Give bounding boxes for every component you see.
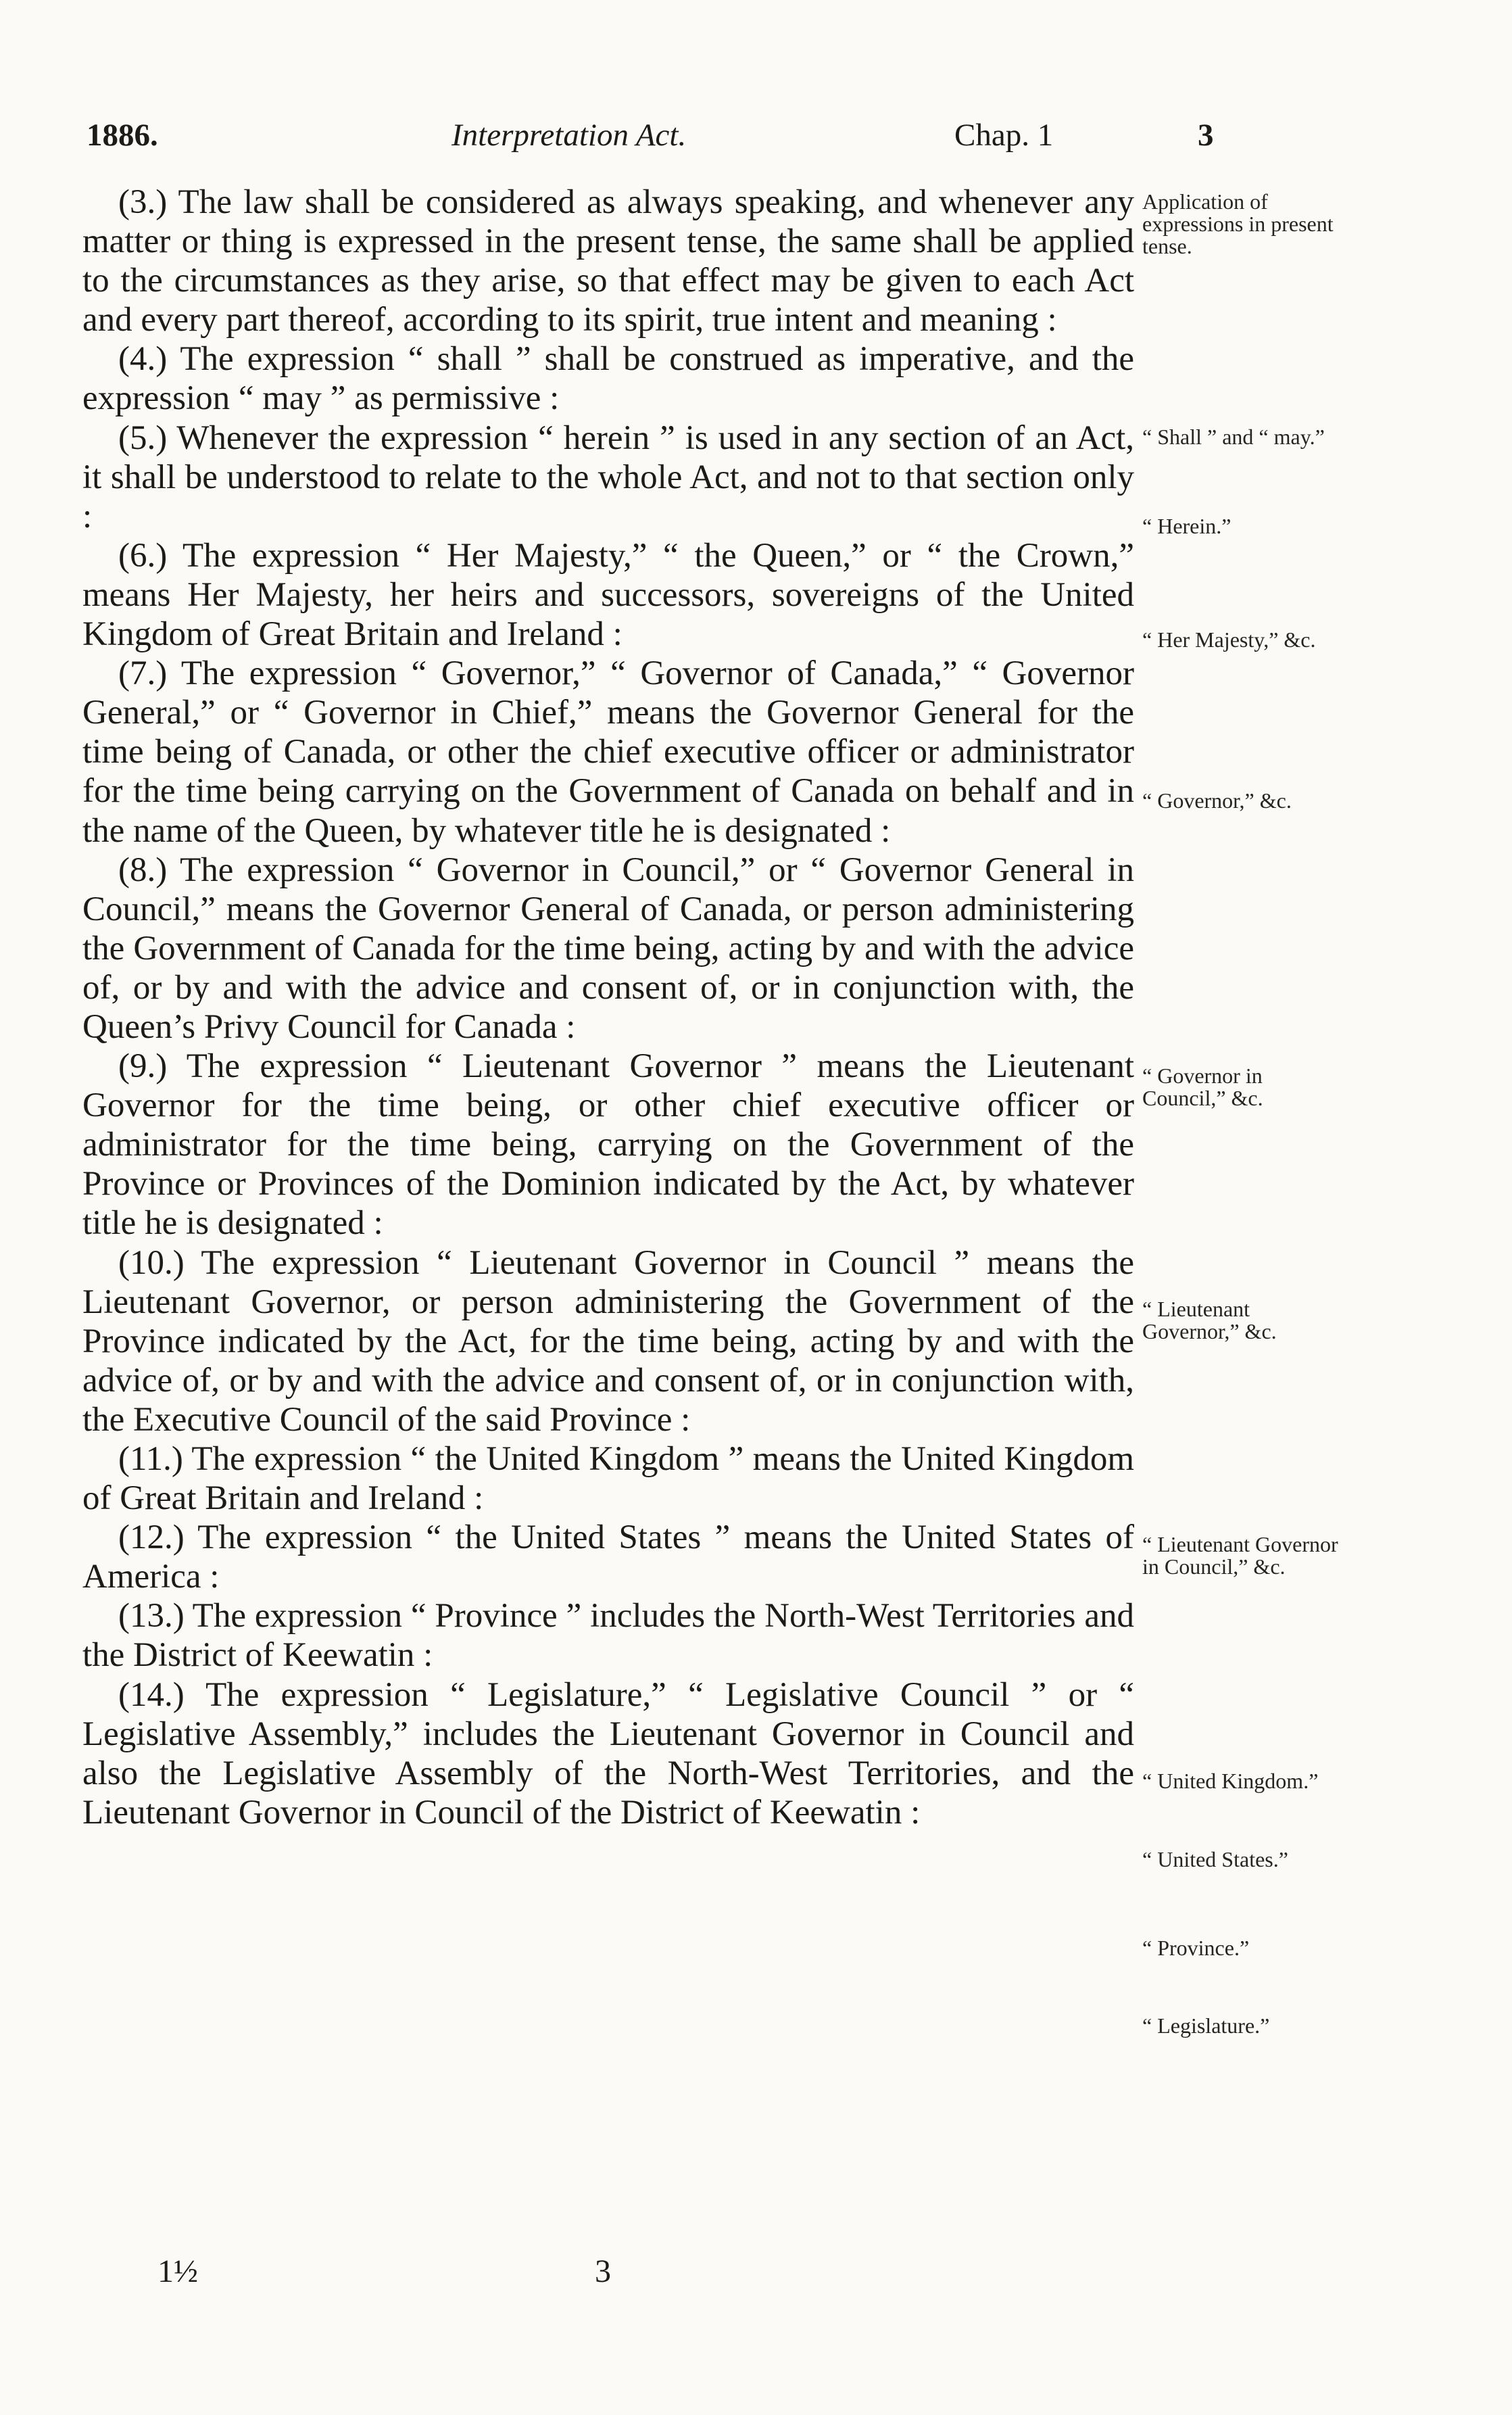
section-paragraph-9: (9.) The expression “ Lieutenant Governor ” means the Lieutenant Governor for the time being, or other chief executive officer or administrator for the time being, carrying on the Government of the Province or Provinces of the Dominion indicated by the Act, by whatever title he is designated : (82, 1047, 1134, 1243)
page-footer (0, 2251, 1512, 2299)
main-text (82, 183, 1134, 1832)
margin-note-lieutenant-governor-in-council: “ Lieutenant Governor in Council,” &c. (1142, 1532, 1338, 1579)
header-year: 1886. (87, 118, 158, 153)
section-paragraph-3: (3.) The law shall be considered as always speaking, and whenever any matter or thing is expressed in the present tense, the same shall be applied to the circumstances as they arise, so that effect may be given to each Act and every part thereof, according to its spirit, true intent and meaning : (82, 183, 1134, 339)
section-paragraph-11: (11.) The expression “ the United Kingdom ” means the United Kingdom of Great Britain and Ireland : (82, 1440, 1134, 1518)
margin-note-governor-in-council: “ Governor in Council,” &c. (1142, 1063, 1263, 1110)
margin-note-legislature: “ Legislature.” (1142, 2013, 1270, 2038)
section-paragraph-13: (13.) The expression “ Province ” includes the North-West Territories and the District of Keewatin : (82, 1597, 1134, 1675)
margin-note-herein: “ Herein.” (1142, 514, 1231, 538)
margin-note-her-majesty: “ Her Majesty,” &c. (1142, 627, 1316, 652)
signature-mark: 1½ (157, 2253, 198, 2289)
header-chapter: Chap. 1 (954, 118, 1054, 153)
section-paragraph-10: (10.) The expression “ Lieutenant Governor in Council ” means the Lieutenant Governor, or person administering the Government of the Province indicated by the Act, for the time being, acting by and with the advice of, or by and with the advice and consent of, or in conjunction with, the Executive Council of the said Province : (82, 1243, 1134, 1439)
margin-note-province: “ Province.” (1142, 1936, 1250, 1960)
section-paragraph-14: (14.) The expression “ Legislature,” “ Legislative Council ” or “ Legislative Assembly,” includes the Lieutenant Governor in Council and also the Legislative Assembly of the North-West Territories, and the Lieutenant Governor in Council of the District of Keewatin : (82, 1675, 1134, 1832)
section-paragraph-4: (4.) The expression “ shall ” shall be construed as imperative, and the expression “ may ” as permissive : (82, 340, 1134, 418)
section-paragraph-6: (6.) The expression “ Her Majesty,” “ the Queen,” or “ the Crown,” means Her Majesty, her heirs and successors, sovereigns of the United Kingdom of Great Britain and Ireland : (82, 536, 1134, 654)
running-header (0, 115, 1512, 169)
header-title: Interpretation Act. (452, 118, 687, 153)
section-paragraph-12: (12.) The expression “ the United States ” means the United States of America : (82, 1519, 1134, 1596)
footer-number: 3 (595, 2253, 611, 2289)
section-paragraph-5: (5.) Whenever the expression “ herein ” is used in any section of an Act, it shall be understood to relate to the whole Act, and not to that section only : (82, 419, 1134, 535)
section-paragraph-8: (8.) The expression “ Governor in Council,” or “ Governor General in Council,” means the Governor General of Canada, or person administering the Government of Canada for the time being, acting by and with the advice of, or by and with the advice and consent of, or in conjunction with, the Queen’s Privy Council for Canada : (82, 851, 1134, 1046)
header-page-number: 3 (1198, 118, 1214, 153)
margin-note-united-states: “ United States.” (1142, 1847, 1288, 1871)
margin-note-governor: “ Governor,” &c. (1142, 788, 1292, 813)
margin-note-shall-may: “ Shall ” and “ may.” (1142, 425, 1325, 449)
section-paragraph-7: (7.) The expression “ Governor,” “ Governor of Canada,” “ Governor General,” or “ Governor in Chief,” means the Governor General for the time being of Canada, or other the chief executive officer or administrator for the time being carrying on the Government of Canada on behalf and in the name of the Queen, by whatever title he is designated : (82, 654, 1134, 850)
margin-note-application: Application of expressions in present tense. (1142, 189, 1334, 258)
margin-note-united-kingdom: “ United Kingdom.” (1142, 1769, 1319, 1793)
margin-note-lieutenant-governor: “ Lieutenant Governor,” &c. (1142, 1297, 1277, 1343)
